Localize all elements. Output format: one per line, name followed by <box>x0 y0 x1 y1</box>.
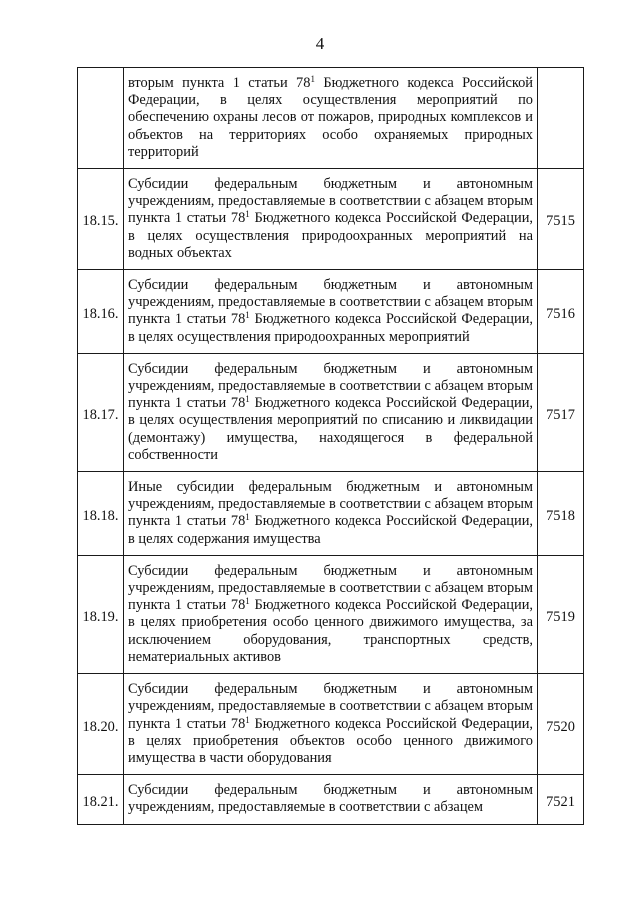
description-text-after: Бюджетного кодекса Российской Федерации, в целях приобретения объектов особо ценного движимого имущества в части оборудования <box>128 715 533 766</box>
superscript: 1 <box>245 596 250 607</box>
row-code: 7520 <box>538 674 584 775</box>
superscript: 1 <box>245 310 250 321</box>
description-text-after: Бюджетного кодекса Российской Федерации, в целях осуществления мероприятий по списанию и ликвидации (демонтажу) имущества, находящегося в федеральной собственности <box>128 395 533 463</box>
row-number: 18.15. <box>78 169 124 270</box>
table-row <box>78 270 584 354</box>
row-code <box>538 68 584 169</box>
superscript: 1 <box>245 512 250 523</box>
description-text-after: Бюджетного кодекса Российской Федерации, в целях содержания имущества <box>128 513 533 547</box>
description-text-after: Бюджетного кодекса Российской Федерации, в целях приобретения особо ценного движимого имущества, за исключением оборудования, транспортных средств, нематериальных активов <box>128 597 533 665</box>
description-text-before: Субсидии федеральным бюджетным и автономным учреждениям, предоставляемые в соответствии с абзацем <box>128 782 533 816</box>
table-body <box>78 68 584 825</box>
row-code: 7515 <box>538 169 584 270</box>
description-text-before: Субсидии федеральным бюджетным и автономным учреждениям, предоставляемые в соответствии с абзацем вторым пункта 1 статьи 78 <box>128 360 533 412</box>
row-description <box>124 270 538 354</box>
row-code: 7516 <box>538 270 584 354</box>
row-description <box>124 472 538 556</box>
description-text-after: Бюджетного кодекса Российской Федерации, в целях осуществления природоохранных мероприятий <box>128 311 533 345</box>
superscript: 1 <box>245 714 250 725</box>
row-description <box>124 68 538 169</box>
row-code: 7517 <box>538 353 584 471</box>
description-text-after: Бюджетного кодекса Российской Федерации, в целях осуществления мероприятий по обеспечению охраны лесов от пожаров, природных комплексов и объектов на территориях особо охраняемых природных территорий <box>128 75 533 160</box>
row-description <box>124 674 538 775</box>
superscript: 1 <box>245 394 250 405</box>
row-description <box>124 353 538 471</box>
table-row <box>78 68 584 169</box>
table-row <box>78 555 584 673</box>
superscript: 1 <box>310 74 315 84</box>
row-code: 7521 <box>538 775 584 824</box>
table-row <box>78 674 584 775</box>
row-number <box>78 68 124 169</box>
row-number: 18.20. <box>78 674 124 775</box>
row-description <box>124 169 538 270</box>
description-text-before: вторым пункта 1 статьи 78 <box>128 75 311 91</box>
row-number: 18.17. <box>78 353 124 471</box>
classification-table <box>77 67 584 825</box>
description-text-before: Субсидии федеральным бюджетным и автономным учреждениям, предоставляемые в соответствии с абзацем вторым пункта 1 статьи 78 <box>128 681 533 732</box>
description-text-before: Субсидии федеральным бюджетным и автономным учреждениям, предоставляемые в соответствии с абзацем вторым пункта 1 статьи 78 <box>128 176 533 227</box>
description-text-before: Иные субсидии федеральным бюджетным и автономным учреждениям, предоставляемые в соответствии с абзацем вторым пункта 1 статьи 78 <box>128 479 533 530</box>
row-description <box>124 555 538 673</box>
row-code: 7518 <box>538 472 584 556</box>
row-number: 18.19. <box>78 555 124 673</box>
row-number: 18.21. <box>78 775 124 824</box>
row-number: 18.16. <box>78 270 124 354</box>
page-number: 4 <box>315 34 325 53</box>
table-row <box>78 472 584 556</box>
description-text-before: Субсидии федеральным бюджетным и автономным учреждениям, предоставляемые в соответствии с абзацем вторым пункта 1 статьи 78 <box>128 277 533 328</box>
row-description <box>124 775 538 824</box>
table-row <box>78 353 584 471</box>
table-row <box>78 169 584 270</box>
row-number: 18.18. <box>78 472 124 556</box>
row-code: 7519 <box>538 555 584 673</box>
description-text-after: Бюджетного кодекса Российской Федерации, в целях осуществления природоохранных мероприятий на водных объектах <box>128 210 533 261</box>
superscript: 1 <box>245 209 250 220</box>
description-text-before: Субсидии федеральным бюджетным и автономным учреждениям, предоставляемые в соответствии с абзацем вторым пункта 1 статьи 78 <box>128 562 533 614</box>
table-row <box>78 775 584 824</box>
